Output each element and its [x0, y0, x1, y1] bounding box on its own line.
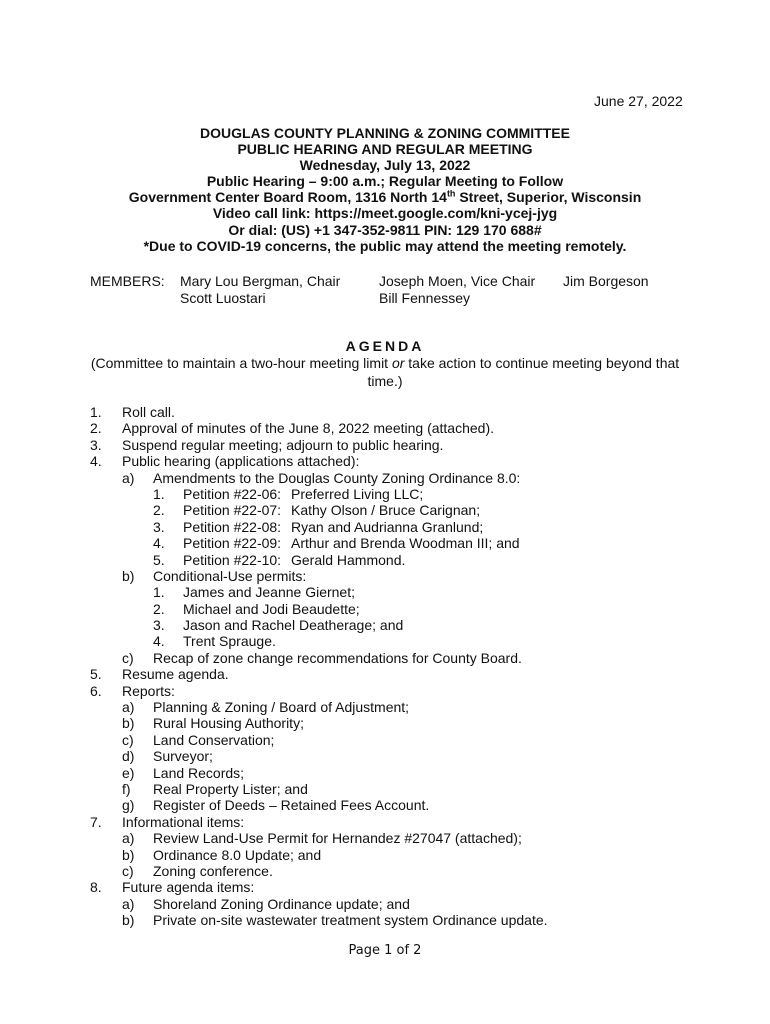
- agenda-item: [0, 863, 770, 879]
- agenda-item-number: a): [122, 469, 135, 486]
- agenda-item-number: f): [122, 780, 131, 797]
- agenda-item-number: 4.: [153, 535, 165, 552]
- meeting-header: [0, 125, 770, 254]
- agenda-item-number: 6.: [90, 682, 102, 699]
- agenda-item-number: 1.: [153, 485, 165, 502]
- agenda-title: AGENDA: [345, 338, 425, 354]
- agenda-item-number: a): [122, 830, 135, 847]
- agenda-item: [0, 617, 770, 633]
- agenda-item-text: Surveyor;: [153, 748, 213, 765]
- agenda-item-text: Zoning conference.: [153, 862, 273, 879]
- agenda-item-number: c): [122, 731, 134, 748]
- member-chair: Mary Lou Bergman, Chair: [180, 273, 341, 289]
- agenda-item-number: 3.: [153, 518, 165, 535]
- agenda-item-number: c): [122, 649, 134, 666]
- agenda-list: [0, 404, 770, 929]
- agenda-item-text: Michael and Jodi Beaudette;: [183, 600, 360, 617]
- agenda-item: [0, 470, 770, 486]
- members-label: MEMBERS:: [90, 273, 165, 289]
- agenda-item-number: c): [122, 862, 134, 879]
- agenda-item-text: Land Records;: [153, 764, 245, 781]
- petition-number: Petition #22-07:: [183, 502, 282, 519]
- petition-number: Petition #22-09:: [183, 535, 282, 552]
- agenda-item-text: Reports:: [122, 682, 175, 699]
- agenda-item-text: Private on-site wastewater treatment system Ordinance update.: [153, 912, 548, 929]
- agenda-item-number: 1.: [153, 584, 165, 601]
- agenda-item: [0, 568, 770, 584]
- member: Jim Borgeson: [563, 273, 649, 289]
- agenda-item: [0, 486, 770, 502]
- member: Bill Fennessey: [379, 290, 471, 306]
- agenda-item: [0, 715, 770, 731]
- agenda-item: [0, 683, 770, 699]
- agenda-item: [0, 552, 770, 568]
- agenda-item-text: Suspend regular meeting; adjourn to public hearing.: [122, 436, 444, 453]
- member-vice-chair: Joseph Moen, Vice Chair: [379, 273, 536, 289]
- agenda-item: [0, 535, 770, 551]
- agenda-item-text: Kathy Olson / Bruce Carignan;: [291, 502, 481, 519]
- agenda-item-text: Amendments to the Douglas County Zoning Ordinance 8.0:: [153, 469, 521, 486]
- meeting-location: Government Center Board Room, 1316 North 14th Street, Superior, Wisconsin: [128, 188, 642, 206]
- agenda-item-text: Public hearing (applications attached):: [122, 453, 360, 470]
- agenda-item-number: 2.: [153, 502, 165, 519]
- agenda-item: [0, 666, 770, 682]
- agenda-item: [0, 830, 770, 846]
- agenda-item-number: d): [122, 748, 135, 765]
- document-date: June 27, 2022: [594, 93, 683, 109]
- agenda-item: [0, 404, 770, 420]
- meeting-time: Public Hearing – 9:00 a.m.; Regular Meeting to Follow: [206, 173, 564, 190]
- agenda-item: [0, 896, 770, 912]
- agenda-item-text: Informational items:: [122, 813, 245, 830]
- agenda-item-number: g): [122, 797, 135, 814]
- petition-number: Petition #22-10:: [183, 551, 282, 568]
- agenda-item-number: 4.: [90, 453, 102, 470]
- agenda-item: [0, 453, 770, 469]
- agenda-item-number: a): [122, 699, 135, 716]
- agenda-item: [0, 797, 770, 813]
- agenda-item: [0, 781, 770, 797]
- agenda-item-text: Planning & Zoning / Board of Adjustment;: [153, 699, 410, 716]
- agenda-item: [0, 584, 770, 600]
- agenda-item-number: 8.: [90, 879, 102, 896]
- agenda-item: [0, 765, 770, 781]
- agenda-item-text: Roll call.: [122, 404, 175, 420]
- agenda-item-number: 7.: [90, 813, 102, 830]
- agenda-item-number: a): [122, 895, 135, 912]
- agenda-item: [0, 879, 770, 895]
- agenda-item-text: Rural Housing Authority;: [153, 715, 304, 732]
- agenda-note: (Committee to maintain a two-hour meeting limit or take action to continue meeting beyond that time.): [90, 355, 680, 389]
- agenda-item-text: Future agenda items:: [122, 879, 255, 896]
- covid-notice: *Due to COVID-19 concerns, the public may attend the meeting remotely.: [143, 237, 627, 254]
- agenda-item-number: 4.: [153, 633, 165, 650]
- agenda-item-number: 5.: [90, 666, 102, 683]
- agenda-item-number: 5.: [153, 551, 165, 568]
- agenda-item-text: Resume agenda.: [122, 666, 229, 683]
- meeting-type: PUBLIC HEARING AND REGULAR MEETING: [237, 141, 533, 158]
- committee-name: DOUGLAS COUNTY PLANNING & ZONING COMMITTEE: [200, 125, 570, 141]
- agenda-item-number: 2.: [153, 600, 165, 617]
- agenda-item: [0, 748, 770, 764]
- agenda-item-number: 3.: [90, 436, 102, 453]
- agenda-item-text: Land Conservation;: [153, 731, 275, 748]
- agenda-item-number: b): [122, 567, 135, 584]
- agenda-item-number: 2.: [90, 420, 102, 437]
- agenda-item-number: b): [122, 715, 135, 732]
- agenda-item: [0, 437, 770, 453]
- agenda-item-text: Preferred Living LLC;: [291, 485, 424, 502]
- petition-number: Petition #22-06:: [183, 485, 282, 502]
- agenda-item-number: e): [122, 764, 135, 781]
- meeting-date: Wednesday, July 13, 2022: [299, 157, 471, 174]
- agenda-item-number: b): [122, 912, 135, 929]
- agenda-item-number: 3.: [153, 617, 165, 634]
- agenda-item: [0, 420, 770, 436]
- agenda-item-text: Jason and Rachel Deatherage; and: [183, 617, 404, 634]
- agenda-item-number: 1.: [90, 404, 102, 420]
- agenda-item-text: Arthur and Brenda Woodman III; and: [291, 535, 520, 552]
- agenda-item-text: Real Property Lister; and: [153, 780, 308, 797]
- agenda-item-text: Trent Sprauge.: [183, 633, 276, 650]
- agenda-item-text: Register of Deeds – Retained Fees Account.: [153, 797, 430, 814]
- agenda-item: [0, 732, 770, 748]
- agenda-item-text: Conditional-Use permits:: [153, 567, 307, 584]
- agenda-item: [0, 601, 770, 617]
- agenda-item: [0, 814, 770, 830]
- agenda-item: [0, 650, 770, 666]
- agenda-item-text: Review Land-Use Permit for Hernandez #27047 (attached);: [153, 830, 522, 847]
- page-number: Page 1 of 2: [348, 943, 422, 958]
- agenda-item-text: Ordinance 8.0 Update; and: [153, 846, 322, 863]
- agenda-item-text: Ryan and Audrianna Granlund;: [291, 518, 484, 535]
- agenda-item: [0, 519, 770, 535]
- agenda-item-text: Shoreland Zoning Ordinance update; and: [153, 895, 410, 912]
- agenda-item: [0, 502, 770, 518]
- agenda-item: [0, 847, 770, 863]
- agenda-item: [0, 699, 770, 715]
- agenda-item-text: Approval of minutes of the June 8, 2022 meeting (attached).: [122, 420, 495, 437]
- video-call-link[interactable]: Video call link: https://meet.google.com/kni-ycej-jyg: [212, 205, 558, 222]
- agenda-item-text: Gerald Hammond.: [291, 551, 406, 568]
- dial-in-info: Or dial: (US) +1 347-352-9811 PIN: 129 170 688#: [228, 221, 542, 238]
- agenda-item-number: b): [122, 846, 135, 863]
- member: Scott Luostari: [180, 290, 266, 306]
- petition-number: Petition #22-08:: [183, 518, 282, 535]
- agenda-item-text: Recap of zone change recommendations for County Board.: [153, 649, 522, 666]
- agenda-item-text: James and Jeanne Giernet;: [183, 584, 355, 601]
- agenda-item: [0, 912, 770, 928]
- agenda-item: [0, 633, 770, 649]
